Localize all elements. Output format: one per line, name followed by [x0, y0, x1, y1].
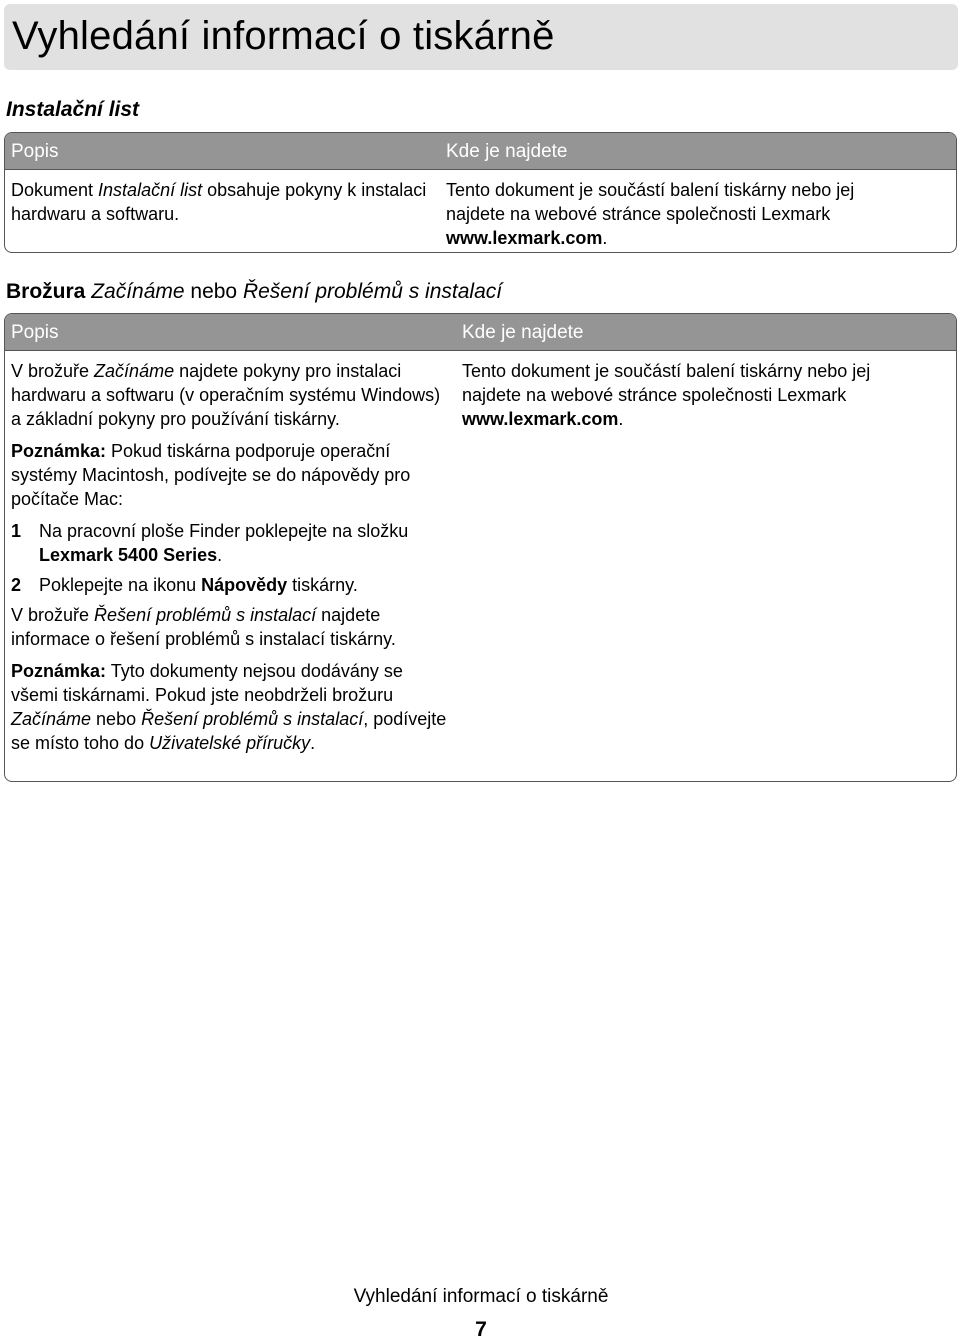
- cell-popis: [11, 359, 453, 763]
- text-run-bold: Nápovědy: [201, 575, 288, 595]
- text-run: V brožuře: [11, 605, 95, 625]
- note-text: Pokud tiskárna podporuje operační systémy Macintosh, podívejte se do nápovědy pro počítače Mac:: [11, 441, 411, 509]
- note-dokumenty: [11, 659, 453, 755]
- text-run: .: [618, 409, 624, 429]
- website-link[interactable]: www.lexmark.com: [446, 228, 603, 248]
- text-run-italic: Uživatelské příručky: [149, 733, 311, 753]
- column-header-kde-je-najdete: Kde je najdete: [446, 141, 568, 162]
- column-header-popis: Popis: [11, 322, 59, 343]
- paragraph-zaciname: [11, 359, 453, 431]
- text-run-italic: Řešení problémů s instalací: [242, 280, 503, 303]
- section-heading-brozura: [6, 280, 502, 304]
- text-run: Dokument: [11, 180, 99, 200]
- step-text: [39, 573, 358, 597]
- text-run: Tento dokument je součástí balení tiskárny nebo jej najdete na webové stránce společnosti Lexmark: [462, 361, 871, 405]
- note-label: Poznámka:: [11, 661, 107, 681]
- column-header-kde-je-najdete: Kde je najdete: [462, 322, 584, 343]
- text-run-bold: Lexmark 5400 Series: [39, 545, 218, 565]
- list-item: [11, 573, 453, 597]
- text-run: najdete pokyny pro instalaci hardwaru a softwaru (v operačním systému Windows) a základní pokyny pro používání tiskárny.: [11, 361, 441, 429]
- steps-list: [11, 519, 453, 597]
- list-item: [11, 519, 453, 567]
- text-run: Tyto dokumenty nejsou dodávány se všemi tiskárnami. Pokud jste neobdrželi brožuru: [11, 661, 403, 705]
- text-run: .: [602, 228, 608, 248]
- text-run: nebo: [91, 709, 142, 729]
- text-run: nebo: [184, 280, 243, 303]
- info-table-instalacni-list: [4, 132, 957, 253]
- page-number: 7: [475, 1318, 487, 1341]
- column-header-popis: Popis: [11, 141, 59, 162]
- text-run: V brožuře: [11, 361, 95, 381]
- step-number: 1: [11, 521, 22, 541]
- text-run: Poklepejte na ikonu: [39, 575, 202, 595]
- cell-kde-je-najdete: [462, 359, 932, 431]
- section-heading-instalacni-list: [6, 98, 139, 122]
- text-run-italic: Začínáme: [11, 709, 92, 729]
- website-link[interactable]: www.lexmark.com: [462, 409, 619, 429]
- cell-kde-je-najdete: [446, 178, 916, 250]
- text-run: , podívejte se místo toho do: [11, 709, 447, 753]
- text-run: tiskárny.: [287, 575, 358, 595]
- text-run-italic: Začínáme: [91, 280, 185, 303]
- step-number: 2: [11, 575, 22, 595]
- page-title-bar: [4, 4, 958, 70]
- paragraph-reseni-problemu: [11, 603, 453, 651]
- footer-title: Vyhledání informací o tiskárně: [353, 1286, 609, 1307]
- page-title: Vyhledání informací o tiskárně: [12, 14, 555, 58]
- info-table-brozura: [4, 313, 957, 782]
- note-label: Poznámka:: [11, 441, 107, 461]
- text-run-italic: Instalační list: [98, 180, 203, 200]
- text-run: .: [310, 733, 316, 753]
- note-macintosh: [11, 439, 453, 511]
- table-header: [5, 314, 956, 351]
- text-run-italic: Začínáme: [94, 361, 175, 381]
- text-run: obsahuje pokyny k instalaci hardwaru a softwaru.: [11, 180, 427, 224]
- cell-popis: [11, 178, 431, 226]
- text-run: Na pracovní ploše Finder poklepejte na složku: [39, 521, 409, 541]
- text-run: najdete informace o řešení problémů s instalací tiskárny.: [11, 605, 396, 649]
- step-text: [39, 519, 453, 567]
- table-header: [5, 133, 956, 170]
- text-run: Tento dokument je součástí balení tiskárny nebo jej najdete na webové stránce společnosti Lexmark: [446, 180, 855, 224]
- text-run-italic: Řešení problémů s instalací: [94, 605, 317, 625]
- section-heading-text: Instalační list: [6, 98, 140, 121]
- text-run: Brožura: [6, 280, 92, 303]
- text-run: .: [217, 545, 223, 565]
- text-run-italic: Řešení problémů s instalací: [141, 709, 364, 729]
